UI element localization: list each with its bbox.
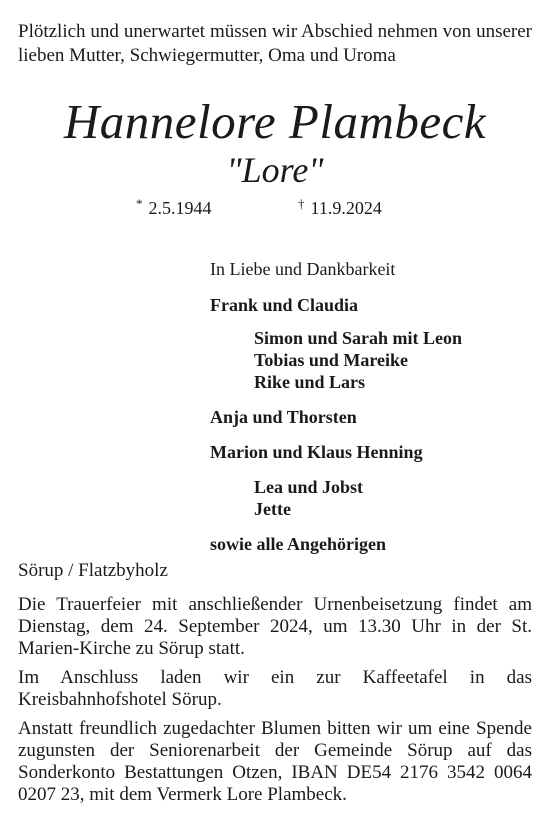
mourner-row: Frank und Claudia <box>210 295 359 315</box>
birth-date <box>136 196 212 219</box>
deceased-name: Hannelore Plambeck <box>63 94 487 149</box>
donation-paragraph: Anstatt freundlich zugedachter Blumen bitten wir um eine Spende zugunsten der Seniorenarbeit der Gemeinde Sörup auf das Sonderkonto Bestattungen Otzen, IBAN DE54 2176 3542 0064 0207 23, mit dem Vermerk Lore Plambeck. <box>18 718 532 805</box>
place-line: Sörup / Flatzbyholz <box>18 560 168 581</box>
death-symbol: † <box>298 196 305 211</box>
reception-paragraph: Im Anschluss laden wir ein zur Kaffeetafel in das Kreisbahnhofshotel Sörup. <box>18 667 532 710</box>
death-date-value: 11.9.2024 <box>310 198 382 218</box>
mourner-row: Jette <box>254 499 291 519</box>
mourner-row: Simon und Sarah mit Leon <box>254 328 463 348</box>
notice-details <box>18 560 532 813</box>
birth-symbol: * <box>136 196 143 211</box>
mourner-row: sowie alle Angehörigen <box>210 534 386 554</box>
mourners-list <box>210 258 462 555</box>
life-dates <box>18 190 532 226</box>
mourner-row: Tobias und Mareike <box>254 350 409 370</box>
mourner-row: Anja und Thorsten <box>210 407 357 427</box>
mourner-row: Rike und Lars <box>254 372 366 392</box>
death-date <box>298 196 382 219</box>
mourner-row: Marion und Klaus Henning <box>210 442 423 462</box>
birth-date-value: 2.5.1944 <box>148 198 212 218</box>
deceased-nickname: "Lore" <box>226 150 324 190</box>
intro-text: Plötzlich und unerwartet müssen wir Abschied nehmen von unserer lieben Mutter, Schwiegermutter, Oma und Uroma <box>18 21 532 66</box>
thanks-line: In Liebe und Dankbarkeit <box>210 259 396 279</box>
funeral-paragraph: Die Trauerfeier mit anschließender Urnenbeisetzung findet am Dienstag, dem 24. September 2024, um 13.30 Uhr in der St. Marien-Kirche zu Sörup statt. <box>18 594 532 659</box>
mourner-row: Lea und Jobst <box>254 477 364 497</box>
